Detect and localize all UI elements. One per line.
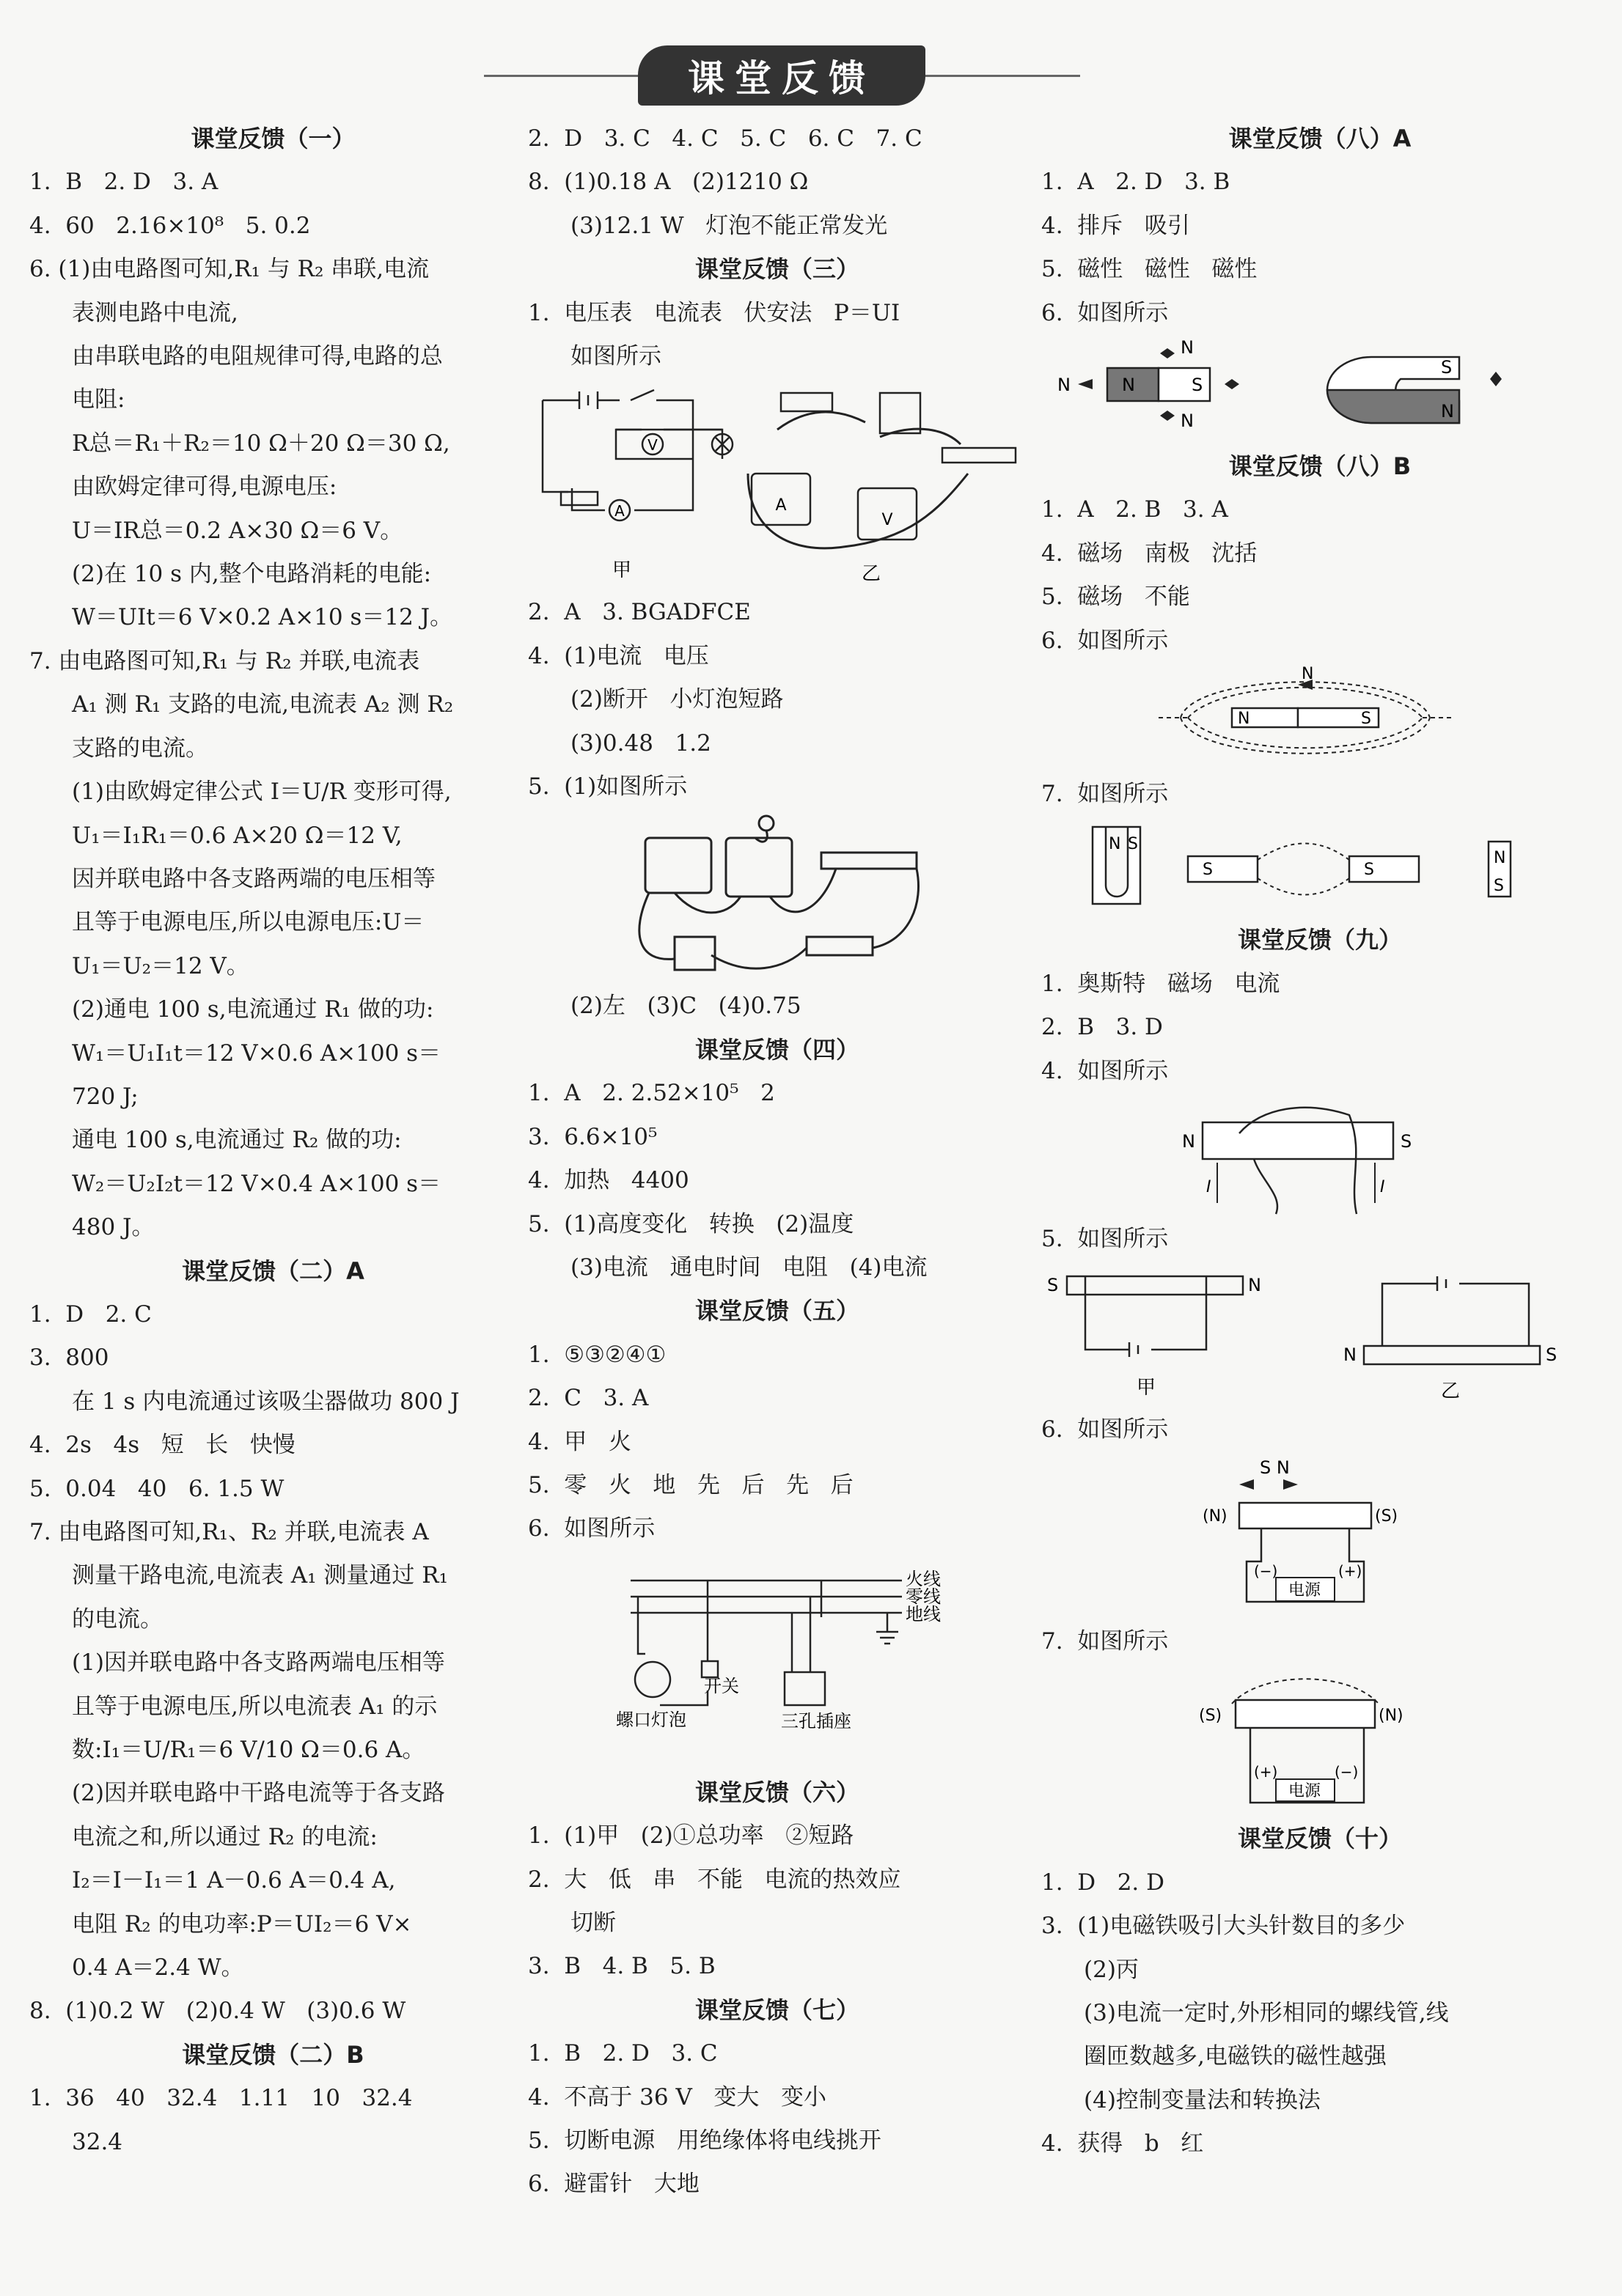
answer-line: 1. (1)甲 (2)①总功率 ②短路 bbox=[528, 1822, 854, 1850]
answer-line: 6. 如图所示 bbox=[1041, 299, 1169, 326]
socket-label: 三孔插座 bbox=[781, 1710, 851, 1732]
header-rule-right bbox=[922, 75, 1080, 77]
magnet-n-label: N bbox=[1122, 375, 1135, 396]
answer-line: (2)在 10 s 内,整个电路消耗的电能: bbox=[72, 561, 432, 588]
answer-line: 4. 不高于 36 V 变大 变小 bbox=[528, 2083, 826, 2111]
answer-line: 4. 加热 4400 bbox=[528, 1167, 689, 1194]
answer-line: 5. 切断电源 用绝缘体将电线挑开 bbox=[528, 2127, 881, 2154]
answer-line: I₂＝I－I₁＝1 A－0.6 A＝0.4 A, bbox=[72, 1867, 396, 1894]
answer-block bbox=[528, 591, 1027, 809]
answer-block bbox=[1041, 1620, 1599, 1663]
answer-line: U₁＝I₁R₁＝0.6 A×20 Ω＝12 V, bbox=[72, 822, 403, 849]
answer-line: U＝IR总＝0.2 A×30 Ω＝6 V。 bbox=[72, 517, 403, 544]
figure-magnets bbox=[1041, 335, 1599, 445]
answer-line: (2)丙 bbox=[1084, 1956, 1139, 1983]
figure-right-hand-rule bbox=[1041, 1093, 1599, 1218]
answer-block bbox=[1041, 773, 1599, 816]
answer-block bbox=[1041, 445, 1599, 663]
solenoid-label-yi: 乙 bbox=[1441, 1380, 1461, 1402]
solenoid-left-pole: (N) bbox=[1203, 1506, 1227, 1526]
answer-line: 因并联电路中各支路两端的电压相等 bbox=[72, 865, 436, 892]
solenoid-jia-s: S bbox=[1047, 1274, 1059, 1295]
needle-n-label: N bbox=[1057, 375, 1071, 396]
answer-line: 1. 电压表 电流表 伏安法 P＝UI bbox=[528, 299, 900, 326]
bar3-n-label: N bbox=[1494, 849, 1506, 868]
answer-line: 720 J; bbox=[72, 1083, 139, 1110]
switch-label: 开关 bbox=[704, 1675, 739, 1696]
answer-block bbox=[1041, 1408, 1599, 1451]
answer-line: 5. (1)如图所示 bbox=[528, 773, 688, 801]
answer-line: 5. 磁场 不能 bbox=[1041, 584, 1190, 611]
answer-line: 如图所示 bbox=[570, 343, 661, 370]
answer-line: 且等于电源电压,所以电源电压:U＝ bbox=[72, 909, 425, 936]
bar2-s-label: S bbox=[1364, 861, 1374, 880]
answer-line: 1. B 2. D 3. C bbox=[528, 2040, 718, 2067]
coil-s-label: S bbox=[1401, 1131, 1412, 1152]
answer-line: 且等于电源电压,所以电流表 A₁ 的示 bbox=[72, 1693, 438, 1720]
figure-magnet-interaction bbox=[1041, 816, 1599, 919]
source7-label: 电源 bbox=[1288, 1782, 1321, 1801]
answer-line: 5. 零 火 地 先 后 先 后 bbox=[528, 1471, 854, 1498]
source-neg: (−) bbox=[1254, 1561, 1278, 1580]
figure-field-lines bbox=[1041, 663, 1599, 773]
page-banner: 课堂反馈 bbox=[638, 45, 925, 106]
answer-column-3 bbox=[1041, 117, 1599, 2166]
answer-line: W₂＝U₂I₂t＝12 V×0.4 A×100 s＝ bbox=[72, 1170, 441, 1197]
answer-line: U₁＝U₂＝12 V。 bbox=[72, 952, 249, 979]
bar-n-label: N bbox=[1238, 710, 1250, 729]
figure-solenoid-7 bbox=[1041, 1663, 1599, 1817]
answer-line: 8. (1)0.2 W (2)0.4 W (3)0.6 W bbox=[29, 1998, 406, 2025]
ammeter-label: A bbox=[614, 502, 625, 520]
answer-line: 4. (1)电流 电压 bbox=[528, 642, 709, 669]
answer-line: 3. 800 bbox=[29, 1344, 109, 1372]
answer-line: 电流之和,所以通过 R₂ 的电流: bbox=[72, 1823, 378, 1850]
header-rule-left bbox=[484, 75, 642, 77]
answer-line: 5. 如图所示 bbox=[1041, 1226, 1169, 1253]
answer-line: W＝UIt＝6 V×0.2 A×10 s＝12 J。 bbox=[72, 604, 453, 631]
answer-line: 2. 大 低 串 不能 电流的热效应 bbox=[528, 1866, 901, 1893]
needle-n-bottom: N bbox=[1181, 411, 1194, 432]
answer-line: 3. B 4. B 5. B bbox=[528, 1953, 716, 1980]
answer-line: (3)0.48 1.2 bbox=[570, 729, 711, 757]
section-heading: 课堂反馈（七） bbox=[694, 1995, 859, 2024]
answer-line: 数:I₁＝U/R₁＝6 V/10 Ω＝0.6 A。 bbox=[72, 1737, 425, 1764]
answer-line: 7. 如图所示 bbox=[1041, 781, 1169, 808]
solenoid7-right-pole: (N) bbox=[1379, 1707, 1403, 1726]
source7-pos: (+) bbox=[1254, 1763, 1278, 1781]
answer-line: 表测电路中电流, bbox=[72, 299, 238, 326]
answer-column-2 bbox=[528, 117, 1027, 2207]
u-magnet-n: N bbox=[1441, 401, 1454, 422]
answer-line: 4. 60 2.16×10⁸ 5. 0.2 bbox=[29, 212, 311, 239]
answer-line: 1. 奥斯特 磁场 电流 bbox=[1041, 970, 1280, 997]
answer-line: 7. 由电路图可知,R₁、R₂ 并联,电流表 A bbox=[29, 1519, 429, 1545]
answer-block bbox=[528, 117, 1027, 378]
needle-label: N bbox=[1302, 665, 1314, 684]
answer-line: 通电 100 s,电流通过 R₂ 做的功: bbox=[72, 1127, 402, 1154]
answer-line: 1. ⑤③②④① bbox=[528, 1341, 667, 1368]
answer-line: 4. 排斥 吸引 bbox=[1041, 212, 1190, 239]
section-heading: 课堂反馈（一） bbox=[191, 125, 356, 152]
figure-home-circuit bbox=[528, 1551, 1027, 1771]
section-heading: 课堂反馈（四） bbox=[694, 1035, 859, 1064]
answer-line: 圈匝数越多,电磁铁的磁性越强 bbox=[1084, 2043, 1387, 2070]
answer-line: 电阻 R₂ 的电功率:P＝UI₂＝6 V× bbox=[72, 1910, 412, 1938]
answer-line: 4. 获得 b 红 bbox=[1041, 2130, 1204, 2157]
answer-line: (2)通电 100 s,电流通过 R₁ 做的功: bbox=[72, 996, 434, 1023]
answer-line: 1. D 2. D bbox=[1041, 1869, 1164, 1896]
answer-line: (3)12.1 W 灯泡不能正常发光 bbox=[570, 212, 888, 239]
answer-line: 1. B 2. D 3. A bbox=[29, 169, 219, 196]
solenoid-yi-s: S bbox=[1546, 1344, 1557, 1365]
answer-block bbox=[1041, 919, 1599, 1093]
solenoid-right-pole: (S) bbox=[1375, 1506, 1398, 1526]
answer-line: (3)电流 通电时间 电阻 (4)电流 bbox=[570, 1254, 928, 1281]
answer-line: W₁＝U₁I₁t＝12 V×0.6 A×100 s＝ bbox=[72, 1040, 441, 1067]
source-pos: (+) bbox=[1338, 1561, 1362, 1580]
answer-block bbox=[29, 117, 517, 2164]
section-heading: 课堂反馈（九） bbox=[1237, 926, 1402, 954]
answer-line: 6. 避雷针 大地 bbox=[528, 2171, 700, 2198]
answer-line: (2)左 (3)C (4)0.75 bbox=[570, 993, 801, 1020]
current-label-right: I bbox=[1380, 1178, 1385, 1197]
answer-line: 32.4 bbox=[72, 2128, 123, 2155]
section-heading: 课堂反馈（十） bbox=[1237, 1825, 1402, 1853]
answer-line: 6. 如图所示 bbox=[1041, 1416, 1169, 1443]
magnet-s-label: S bbox=[1192, 375, 1203, 396]
answer-line: 4. 如图所示 bbox=[1041, 1057, 1169, 1084]
needle-n-top: N bbox=[1181, 337, 1194, 358]
answer-line: 2. B 3. D bbox=[1041, 1014, 1163, 1041]
bar-s-label: S bbox=[1361, 710, 1371, 729]
solenoid-yi-n: N bbox=[1343, 1344, 1357, 1365]
answer-line: 2. C 3. A bbox=[528, 1385, 649, 1412]
bar1-s-label: S bbox=[1203, 861, 1213, 880]
solenoid-label-jia: 甲 bbox=[1137, 1376, 1156, 1399]
answer-line: 由串联电路的电阻规律可得,电路的总 bbox=[72, 343, 443, 370]
figure-label-jia: 甲 bbox=[612, 559, 632, 582]
section-heading: 课堂反馈（八）A bbox=[1228, 125, 1412, 152]
figure-solenoid-6 bbox=[1041, 1451, 1599, 1620]
answer-line: 5. 0.04 40 6. 1.5 W bbox=[29, 1475, 285, 1502]
u-n-label: N bbox=[1109, 835, 1121, 854]
section-heading: 课堂反馈（八）B bbox=[1228, 452, 1412, 481]
source7-neg: (−) bbox=[1335, 1763, 1359, 1781]
section-heading: 课堂反馈（五） bbox=[694, 1297, 859, 1325]
answer-line: 1. 36 40 32.4 1.11 10 32.4 bbox=[29, 2085, 413, 2112]
answer-block bbox=[1041, 117, 1599, 335]
answer-block bbox=[1041, 1817, 1599, 2166]
figure-circuit-3 bbox=[528, 378, 1027, 591]
answer-block bbox=[528, 985, 1027, 1550]
figure-label-yi: 乙 bbox=[862, 563, 881, 586]
fire-line-label: 火线 bbox=[906, 1568, 941, 1589]
ground-line-label: 地线 bbox=[906, 1603, 941, 1625]
answer-line: 3. 6.6×10⁵ bbox=[528, 1123, 658, 1150]
u-s-label: S bbox=[1128, 835, 1138, 854]
answer-line: 7. 由电路图可知,R₁ 与 R₂ 并联,电流表 bbox=[29, 647, 420, 674]
answer-line: (2)因并联电路中干路电流等于各支路 bbox=[72, 1780, 445, 1807]
section-heading: 课堂反馈（二）A bbox=[182, 1256, 364, 1285]
meter-label-a: A bbox=[775, 496, 787, 515]
answer-column-1 bbox=[29, 117, 517, 2164]
figure-circuit-5 bbox=[528, 809, 1027, 985]
answer-line: 4. 磁场 南极 沈括 bbox=[1041, 540, 1258, 567]
answer-line: 0.4 A＝2.4 W。 bbox=[72, 1954, 244, 1982]
voltmeter-label: V bbox=[647, 436, 658, 455]
answer-block bbox=[1041, 1218, 1599, 1261]
current-label-left: I bbox=[1206, 1178, 1211, 1197]
answer-line: 4. 甲 火 bbox=[528, 1428, 631, 1455]
answer-line: 7. 如图所示 bbox=[1041, 1627, 1169, 1655]
answer-line: R总＝R₁＋R₂＝10 Ω＋20 Ω＝30 Ω, bbox=[72, 430, 450, 457]
answer-line: 2. D 3. C 4. C 5. C 6. C 7. C bbox=[528, 125, 922, 152]
answer-line: (1)由欧姆定律公式 I＝U/R 变形可得, bbox=[72, 779, 452, 806]
bulb-label: 螺口灯泡 bbox=[616, 1709, 686, 1730]
answer-line: 8. (1)0.18 A (2)1210 Ω bbox=[528, 169, 809, 196]
solenoid-jia-n: N bbox=[1248, 1274, 1261, 1295]
solenoid7-left-pole: (S) bbox=[1199, 1707, 1222, 1726]
bar3-s-label: S bbox=[1494, 877, 1504, 896]
answer-line: (4)控制变量法和转换法 bbox=[1084, 2086, 1321, 2113]
answer-line: 1. D 2. C bbox=[29, 1300, 152, 1328]
answer-line: 的电流。 bbox=[72, 1605, 163, 1633]
answer-line: A₁ 测 R₁ 支路的电流,电流表 A₂ 测 R₂ bbox=[72, 691, 454, 718]
source-label: 电源 bbox=[1288, 1581, 1321, 1600]
answer-line: 1. A 2. D 3. B bbox=[1041, 169, 1230, 196]
u-magnet-s: S bbox=[1441, 357, 1453, 378]
answer-line: 支路的电流。 bbox=[72, 735, 208, 762]
figure-solenoids bbox=[1041, 1262, 1599, 1408]
answer-line: 6. 如图所示 bbox=[528, 1515, 656, 1542]
answer-line: 5. 磁性 磁性 磁性 bbox=[1041, 256, 1258, 283]
section-heading: 课堂反馈（三） bbox=[694, 255, 859, 284]
answer-line: 6. 如图所示 bbox=[1041, 627, 1169, 654]
answer-line: 4. 2s 4s 短 长 快慢 bbox=[29, 1432, 296, 1459]
answer-line: 480 J。 bbox=[72, 1214, 155, 1241]
answer-block bbox=[528, 1771, 1027, 2207]
answer-line: 6. (1)由电路图可知,R₁ 与 R₂ 串联,电流 bbox=[29, 256, 430, 283]
meter-label-v: V bbox=[881, 511, 893, 530]
section-heading: 课堂反馈（二）B bbox=[182, 2040, 364, 2069]
answer-line: (1)因并联电路中各支路两端电压相等 bbox=[72, 1649, 445, 1677]
answer-line: 切断 bbox=[570, 1909, 616, 1936]
answer-line: 1. A 2. B 3. A bbox=[1041, 496, 1228, 523]
needle-sn-label: S N bbox=[1260, 1457, 1290, 1478]
answer-line: 1. A 2. 2.52×10⁵ 2 bbox=[528, 1080, 775, 1107]
answer-line: (2)断开 小灯泡短路 bbox=[570, 686, 784, 713]
answer-line: 电阻: bbox=[72, 386, 125, 413]
answer-line: 2. A 3. BGADFCE bbox=[528, 599, 751, 626]
answer-line: 由欧姆定律可得,电源电压: bbox=[72, 474, 337, 501]
answer-line: 在 1 s 内电流通过该吸尘器做功 800 J bbox=[72, 1388, 460, 1415]
zero-line-label: 零线 bbox=[906, 1586, 941, 1607]
answer-line: 5. (1)高度变化 转换 (2)温度 bbox=[528, 1210, 854, 1237]
answer-line: 测量干路电流,电流表 A₁ 测量通过 R₁ bbox=[72, 1562, 448, 1589]
coil-n-label: N bbox=[1182, 1131, 1195, 1152]
answer-line: 3. (1)电磁铁吸引大头针数目的多少 bbox=[1041, 1913, 1406, 1940]
section-heading: 课堂反馈（六） bbox=[694, 1778, 859, 1806]
answer-line: (3)电流一定时,外形相同的螺线管,线 bbox=[1084, 1999, 1449, 2026]
